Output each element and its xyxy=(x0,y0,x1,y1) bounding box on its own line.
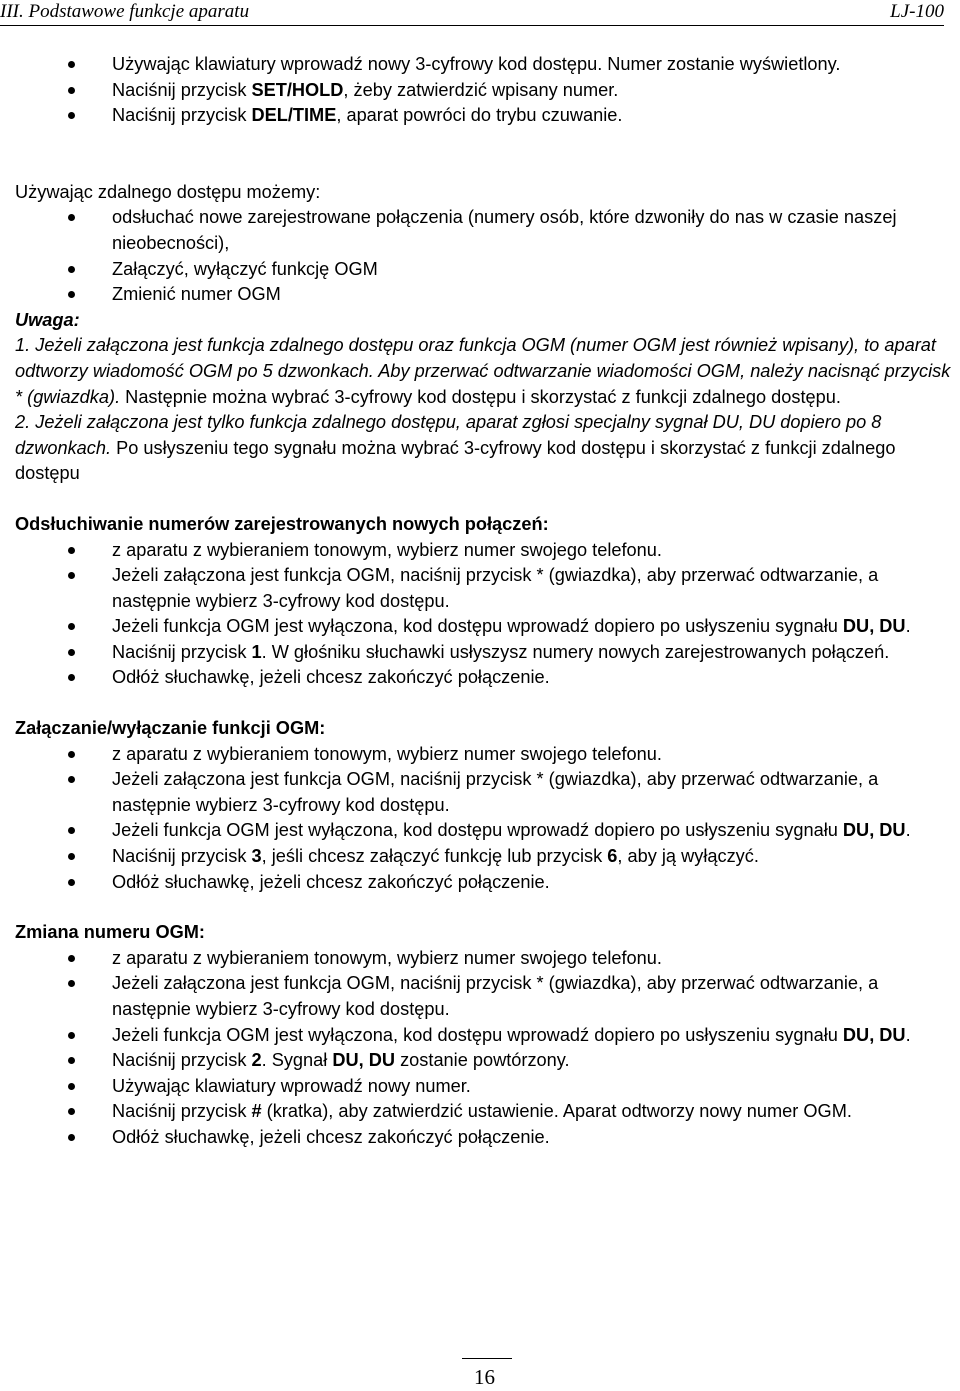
list-item: Zmienić numer OGM xyxy=(15,282,958,308)
list-item: Jeżeli załączona jest funkcja OGM, naciśnij przycisk * (gwiazdka), aby przerwać odtwarzanie, a następnie wybierz 3-cyfrowy kod dostępu. xyxy=(15,971,958,1022)
playback-steps xyxy=(15,538,958,692)
list-item: Naciśnij przycisk 1. W głośniku słuchawki usłyszysz numery nowych zarejestrowanych połączeń. xyxy=(15,640,958,666)
remote-access-lead: Używając zdalnego dostępu możemy: xyxy=(15,181,321,202)
list-item: Jeżeli funkcja OGM jest wyłączona, kod dostępu wprowadź dopiero po usłyszeniu sygnału DU, DU. xyxy=(15,614,958,640)
spacer xyxy=(15,129,958,180)
section-heading-ogm-change: Zmiana numeru OGM: xyxy=(15,922,205,943)
list-item: z aparatu z wybieraniem tonowym, wybierz numer swojego telefonu. xyxy=(15,946,958,972)
note-paragraph-1: 1. Jeżeli załączona jest funkcja zdalnego dostępu oraz funkcja OGM (numer OGM jest również wpisany), to aparat odtworzy wiadomość OGM po 5 dzwonkach. Aby przerwać odtwarzanie wiadomości OGM, należy nacisnąć przycisk * (gwiazdka). Następnie można wybrać 3-cyfrowy kod dostępu i skorzystać z funkcji zdalnego dostępu. xyxy=(15,335,951,407)
list-item: Jeżeli załączona jest funkcja OGM, naciśnij przycisk * (gwiazdka), aby przerwać odtwarzanie, a następnie wybierz 3-cyfrowy kod dostępu. xyxy=(15,767,958,818)
list-item: Odłóż słuchawkę, jeżeli chcesz zakończyć połączenie. xyxy=(15,665,958,691)
page-header xyxy=(0,0,944,26)
footer-rule xyxy=(462,1358,512,1359)
chapter-title: III. Podstawowe funkcje aparatu xyxy=(0,1,250,22)
model-name: LJ-100 xyxy=(890,1,944,22)
list-item: Używając klawiatury wprowadź nowy 3-cyfrowy kod dostępu. Numer zostanie wyświetlony. xyxy=(15,52,958,78)
ogm-change-steps xyxy=(15,946,958,1151)
section-heading-ogm-toggle: Załączanie/wyłączanie funkcji OGM: xyxy=(15,718,326,739)
spacer xyxy=(15,487,958,512)
page-content xyxy=(15,52,958,1151)
list-item: Używając klawiatury wprowadź nowy numer. xyxy=(15,1074,958,1100)
list-item: odsłuchać nowe zarejestrowane połączenia (numery osób, które dzwoniły do nas w czasie naszej nieobecności), xyxy=(15,205,958,256)
list-item: Naciśnij przycisk DEL/TIME, aparat powróci do trybu czuwanie. xyxy=(15,103,958,129)
note-label: Uwaga: xyxy=(15,309,80,330)
note-paragraph-2: 2. Jeżeli załączona jest tylko funkcja zdalnego dostępu, aparat zgłosi specjalny sygnał DU, DU dopiero po 8 dzwonkach. Po usłyszeniu tego sygnału można wybrać 3-cyfrowy kod dostępu i skorzystać z funkcji zdalnego dostępu xyxy=(15,412,896,484)
ogm-toggle-steps xyxy=(15,742,958,896)
list-item: Załączyć, wyłączyć funkcję OGM xyxy=(15,257,958,283)
list-item: Jeżeli funkcja OGM jest wyłączona, kod dostępu wprowadź dopiero po usłyszeniu sygnału DU, DU. xyxy=(15,818,958,844)
list-item: Odłóż słuchawkę, jeżeli chcesz zakończyć połączenie. xyxy=(15,1125,958,1151)
list-item: z aparatu z wybieraniem tonowym, wybierz numer swojego telefonu. xyxy=(15,742,958,768)
list-item: Naciśnij przycisk 2. Sygnał DU, DU zostanie powtórzony. xyxy=(15,1048,958,1074)
page-number: 16 xyxy=(474,1365,495,1389)
list-item: Naciśnij przycisk # (kratka), aby zatwierdzić ustawienie. Aparat odtworzy nowy numer OGM. xyxy=(15,1099,958,1125)
remote-access-list xyxy=(15,205,958,307)
list-item: Naciśnij przycisk SET/HOLD, żeby zatwierdzić wpisany numer. xyxy=(15,78,958,104)
list-item: Jeżeli załączona jest funkcja OGM, naciśnij przycisk * (gwiazdka), aby przerwać odtwarzanie, a następnie wybierz 3-cyfrowy kod dostępu. xyxy=(15,563,958,614)
section-heading-playback: Odsłuchiwanie numerów zarejestrowanych nowych połączeń: xyxy=(15,513,549,534)
list-item: Odłóż słuchawkę, jeżeli chcesz zakończyć połączenie. xyxy=(15,870,958,896)
list-item: Naciśnij przycisk 3, jeśli chcesz załączyć funkcję lub przycisk 6, aby ją wyłączyć. xyxy=(15,844,958,870)
intro-list xyxy=(15,52,958,129)
list-item: z aparatu z wybieraniem tonowym, wybierz numer swojego telefonu. xyxy=(15,538,958,564)
list-item: Jeżeli funkcja OGM jest wyłączona, kod dostępu wprowadź dopiero po usłyszeniu sygnału DU, DU. xyxy=(15,1023,958,1049)
spacer xyxy=(15,895,958,920)
spacer xyxy=(15,691,958,716)
